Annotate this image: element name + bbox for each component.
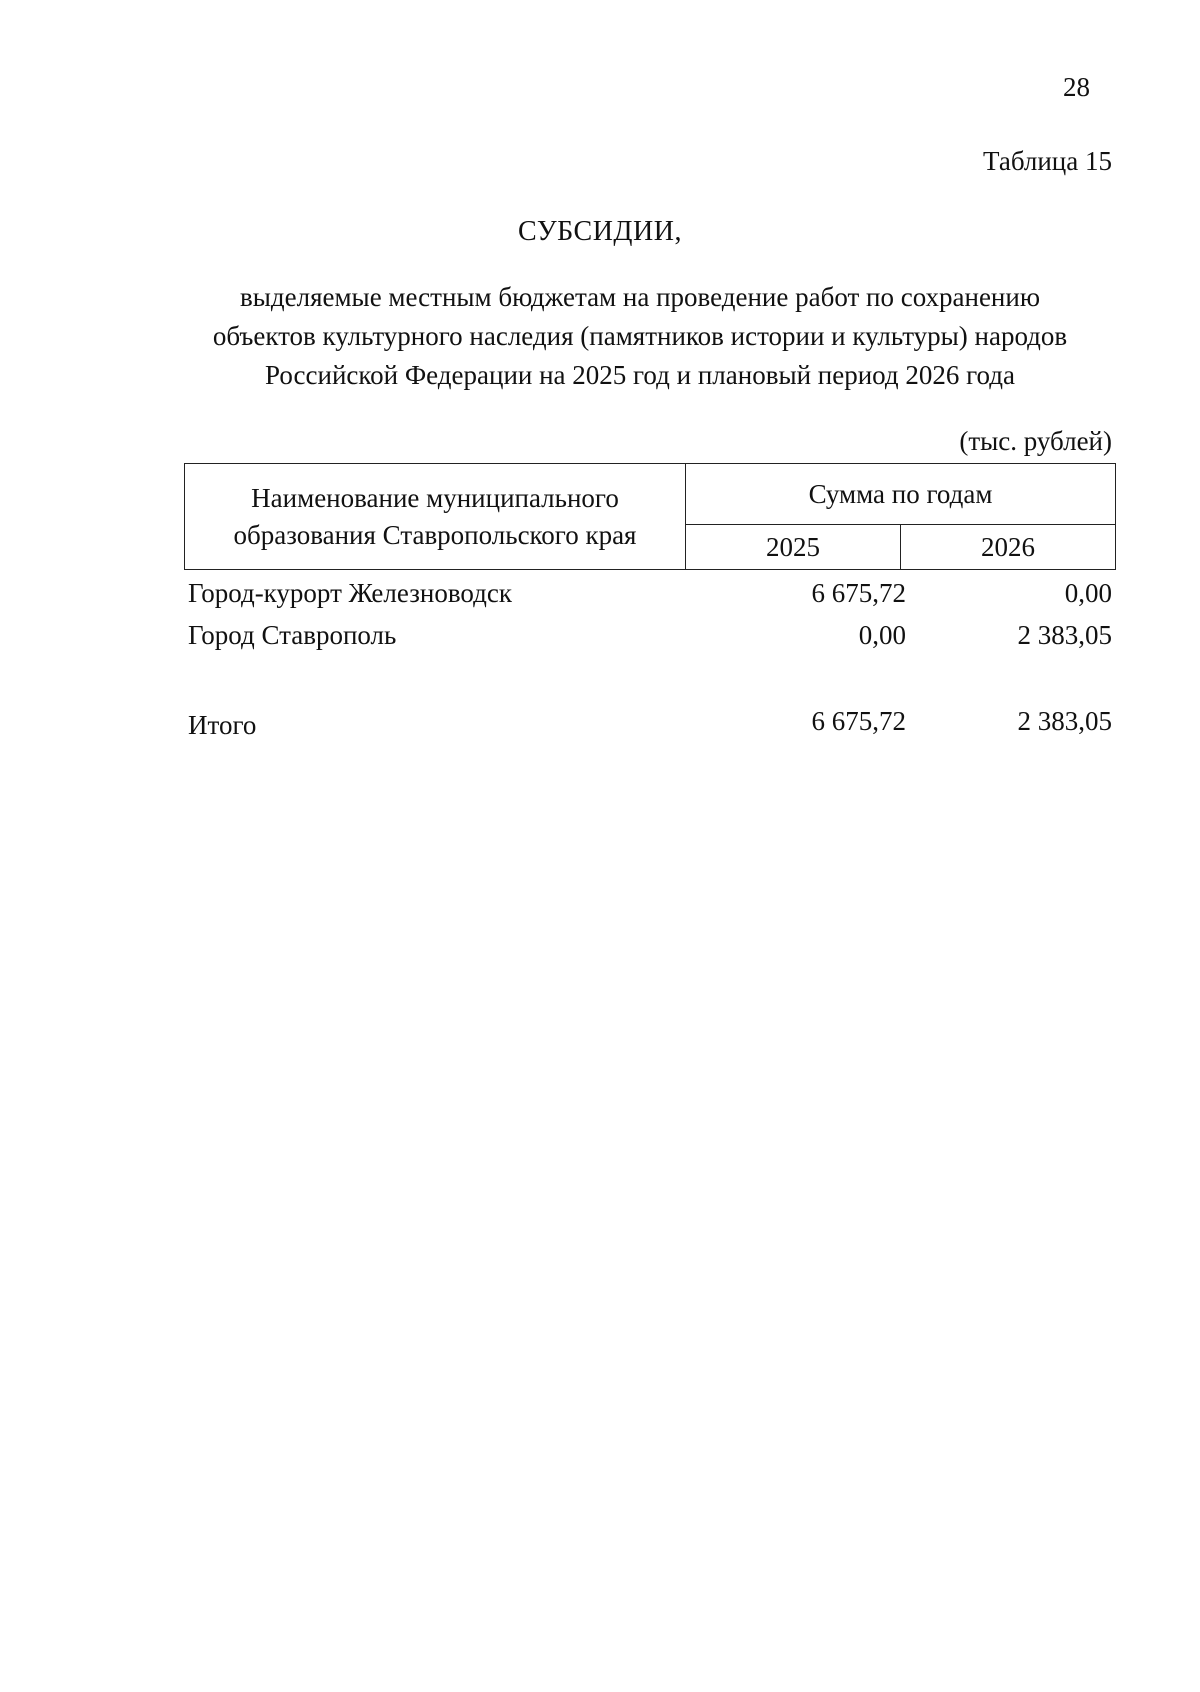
table-total-row [188, 706, 1116, 744]
header-sum-by-years: Сумма по годам [686, 464, 1116, 525]
units-label: (тыс. рублей) [959, 426, 1112, 456]
row-value-2025: 6 675,72 [811, 578, 906, 608]
total-value-2026: 2 383,05 [1017, 706, 1112, 736]
header-year-2026: 2026 [901, 525, 1116, 570]
total-value-2025: 6 675,72 [811, 706, 906, 736]
subtitle-line: Российской Федерации на 2025 год и плановый период 2026 года [265, 360, 1015, 390]
subtitle-line: объектов культурного наследия (памятников истории и культуры) народов [212, 321, 1068, 351]
header-name-line: образования Ставропольского края [233, 519, 637, 550]
document-subtitle [180, 278, 1100, 395]
total-label: Итого [188, 710, 257, 740]
row-municipality: Город Ставрополь [188, 620, 397, 650]
row-value-2026: 0,00 [1064, 578, 1112, 608]
header-municipality [185, 464, 686, 570]
table-row [188, 620, 1116, 658]
row-value-2026: 2 383,05 [1017, 620, 1112, 650]
header-year-2025: 2025 [686, 525, 901, 570]
page-number: 28 [1063, 72, 1090, 102]
header-name-line: Наименование муниципального [251, 482, 619, 513]
row-municipality: Город-курорт Железноводск [188, 578, 512, 608]
subtitle-line: выделяемые местным бюджетам на проведение работ по сохранению [239, 282, 1041, 312]
table-label: Таблица 15 [983, 146, 1112, 176]
row-value-2025: 0,00 [858, 620, 906, 650]
subsidies-table-header [184, 463, 1116, 570]
table-row [188, 578, 1116, 616]
document-title: СУБСИДИИ, [518, 216, 682, 247]
